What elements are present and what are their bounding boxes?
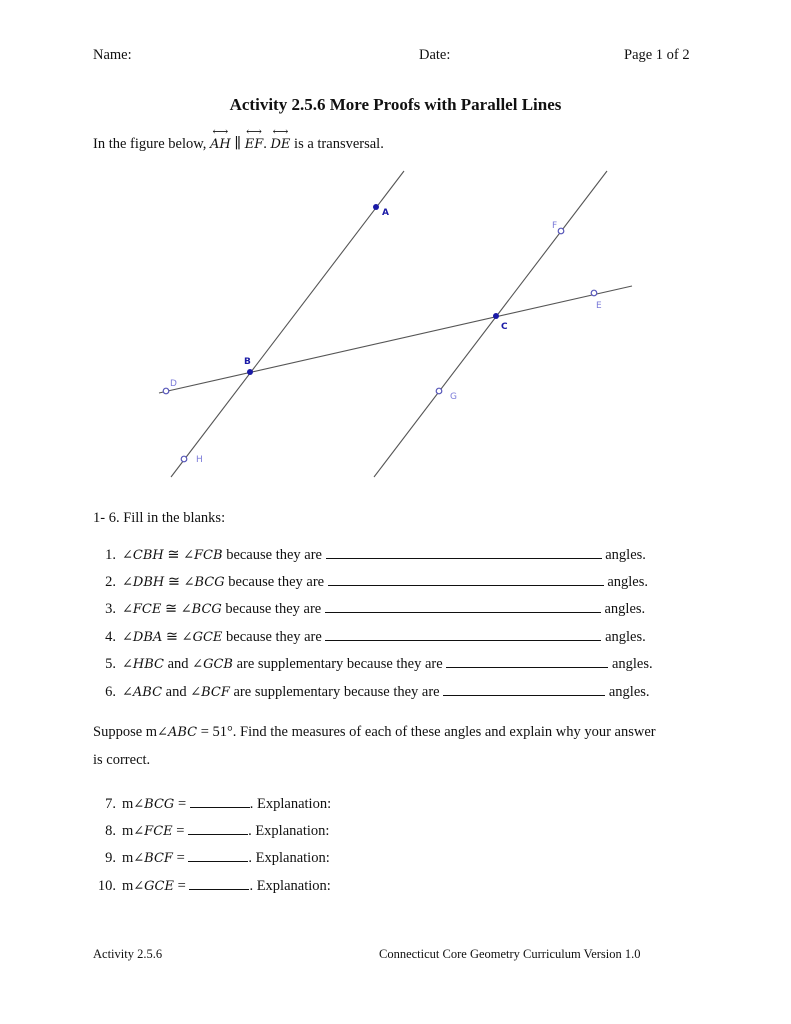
measure-m: m bbox=[122, 850, 134, 866]
angle: ∠FCE bbox=[122, 602, 162, 617]
page-title: Activity 2.5.6 More Proofs with Parallel Lines bbox=[229, 95, 562, 114]
relation: ≅ bbox=[167, 547, 180, 563]
question-7 bbox=[92, 794, 331, 813]
equals: = bbox=[177, 878, 186, 894]
line-ah: ⟷ AH bbox=[210, 137, 231, 152]
angle: ∠FCE bbox=[133, 824, 173, 839]
question-2 bbox=[92, 572, 648, 591]
question-6 bbox=[92, 682, 650, 701]
question-10 bbox=[92, 876, 331, 895]
angle: ∠CBH bbox=[122, 548, 164, 563]
point-a bbox=[373, 204, 379, 210]
angle: ∠HBC bbox=[122, 657, 164, 672]
point-d bbox=[163, 388, 169, 394]
question-text: because they are bbox=[226, 547, 322, 563]
relation: ≅ bbox=[165, 629, 179, 645]
measure-m: m bbox=[122, 823, 134, 839]
explanation-label: . Explanation: bbox=[248, 823, 330, 839]
relation: ≅ bbox=[167, 574, 180, 590]
footer-right: Connecticut Core Geometry Curriculum Version 1.0 bbox=[379, 947, 641, 961]
question-4 bbox=[92, 627, 646, 646]
footer-left: Activity 2.5.6 bbox=[93, 947, 163, 961]
relation: and bbox=[165, 684, 187, 700]
angle: ∠BCG bbox=[180, 602, 222, 617]
question-end: angles. bbox=[605, 547, 646, 563]
question-number: 7. bbox=[105, 796, 116, 812]
label-f: F bbox=[552, 221, 558, 231]
point-c bbox=[493, 313, 499, 319]
relation: ≅ bbox=[164, 601, 178, 617]
angle: ∠BCF bbox=[133, 851, 173, 866]
question-number: 10. bbox=[97, 878, 116, 894]
intro-prefix: In the figure below, bbox=[93, 136, 207, 152]
answer-blank[interactable] bbox=[446, 654, 608, 668]
point-g bbox=[436, 388, 442, 394]
question-end: angles. bbox=[604, 601, 646, 617]
question-number: 5. bbox=[105, 656, 116, 672]
label-g: G bbox=[450, 392, 457, 402]
question-number: 1. bbox=[105, 547, 116, 563]
line-ah-drawn bbox=[171, 171, 404, 477]
answer-blank[interactable] bbox=[188, 821, 248, 835]
suppose-prefix: Suppose m bbox=[93, 724, 158, 740]
question-9 bbox=[92, 848, 330, 867]
explanation-label: . Explanation: bbox=[249, 878, 331, 894]
answer-blank[interactable] bbox=[189, 876, 249, 890]
answer-blank[interactable] bbox=[190, 794, 250, 808]
question-1 bbox=[92, 545, 646, 564]
point-e bbox=[591, 290, 597, 296]
question-3 bbox=[92, 599, 645, 618]
label-d: D bbox=[170, 379, 177, 389]
angle: ∠FCB bbox=[183, 548, 223, 563]
measure-m: m bbox=[122, 878, 134, 894]
relation: and bbox=[167, 656, 189, 672]
question-number: 9. bbox=[105, 850, 116, 866]
answer-blank[interactable] bbox=[188, 848, 248, 862]
intro-dot: . bbox=[263, 136, 267, 152]
explanation-label: . Explanation: bbox=[249, 796, 332, 812]
line-ef: ⟷ EF bbox=[245, 137, 264, 152]
equals: = bbox=[177, 796, 187, 812]
suppose-line-2: is correct. bbox=[93, 752, 151, 768]
parallel-symbol: ∥ bbox=[234, 136, 242, 152]
angle: ∠ABC bbox=[157, 725, 198, 740]
measure-m: m bbox=[122, 796, 134, 812]
question-end: angles. bbox=[605, 629, 646, 645]
label-a: A bbox=[382, 208, 389, 218]
answer-blank[interactable] bbox=[326, 545, 602, 559]
angle: ∠BCG bbox=[133, 797, 175, 812]
label-h: H bbox=[196, 455, 203, 465]
question-number: 2. bbox=[105, 574, 116, 590]
answer-blank[interactable] bbox=[325, 627, 601, 641]
question-end: angles. bbox=[607, 574, 649, 590]
question-text: because they are bbox=[226, 629, 322, 645]
question-8 bbox=[92, 821, 329, 840]
line-de-drawn bbox=[159, 286, 632, 393]
question-number: 4. bbox=[105, 629, 116, 645]
intro-suffix: is a transversal. bbox=[294, 136, 384, 152]
answer-blank[interactable] bbox=[325, 599, 601, 613]
question-number: 3. bbox=[105, 601, 116, 617]
angle: ∠ABC bbox=[122, 685, 163, 700]
question-text: are supplementary because they are bbox=[233, 684, 440, 700]
angle: ∠BCF bbox=[190, 685, 230, 700]
angle: ∠DBH bbox=[122, 575, 165, 590]
angle: ∠DBA bbox=[122, 630, 163, 645]
question-text: because they are bbox=[225, 601, 322, 617]
name-label: Name: bbox=[93, 47, 132, 63]
fill-section-header: 1- 6. Fill in the blanks: bbox=[93, 510, 226, 526]
explanation-label: . Explanation: bbox=[248, 850, 330, 866]
question-number: 8. bbox=[105, 823, 116, 839]
question-text: because they are bbox=[228, 574, 325, 590]
point-f bbox=[558, 228, 564, 234]
point-b bbox=[247, 369, 253, 375]
label-c: C bbox=[501, 322, 508, 332]
date-label: Date: bbox=[419, 47, 451, 63]
suppose-line-1 bbox=[93, 724, 656, 741]
question-end: angles. bbox=[611, 656, 653, 672]
suppose-suffix: = 51°. Find the measures of each of these angles and explain why your answer bbox=[200, 724, 656, 740]
line-de: ⟷ DE bbox=[271, 137, 291, 152]
label-e: E bbox=[596, 301, 602, 311]
answer-blank[interactable] bbox=[443, 682, 605, 696]
label-b: B bbox=[244, 357, 251, 367]
angle: ∠GCB bbox=[192, 657, 233, 672]
equals: = bbox=[176, 850, 185, 866]
answer-blank[interactable] bbox=[328, 572, 604, 586]
question-end: angles. bbox=[608, 684, 650, 700]
question-5 bbox=[92, 654, 653, 673]
angle: ∠GCE bbox=[133, 879, 174, 894]
point-h bbox=[181, 456, 187, 462]
equals: = bbox=[176, 823, 185, 839]
angle: ∠GCE bbox=[181, 630, 223, 645]
line-ef-drawn bbox=[374, 171, 607, 477]
page-number: Page 1 of 2 bbox=[624, 47, 690, 63]
angle: ∠BCG bbox=[183, 575, 225, 590]
question-number: 6. bbox=[105, 684, 116, 700]
question-text: are supplementary because they are bbox=[236, 656, 443, 672]
